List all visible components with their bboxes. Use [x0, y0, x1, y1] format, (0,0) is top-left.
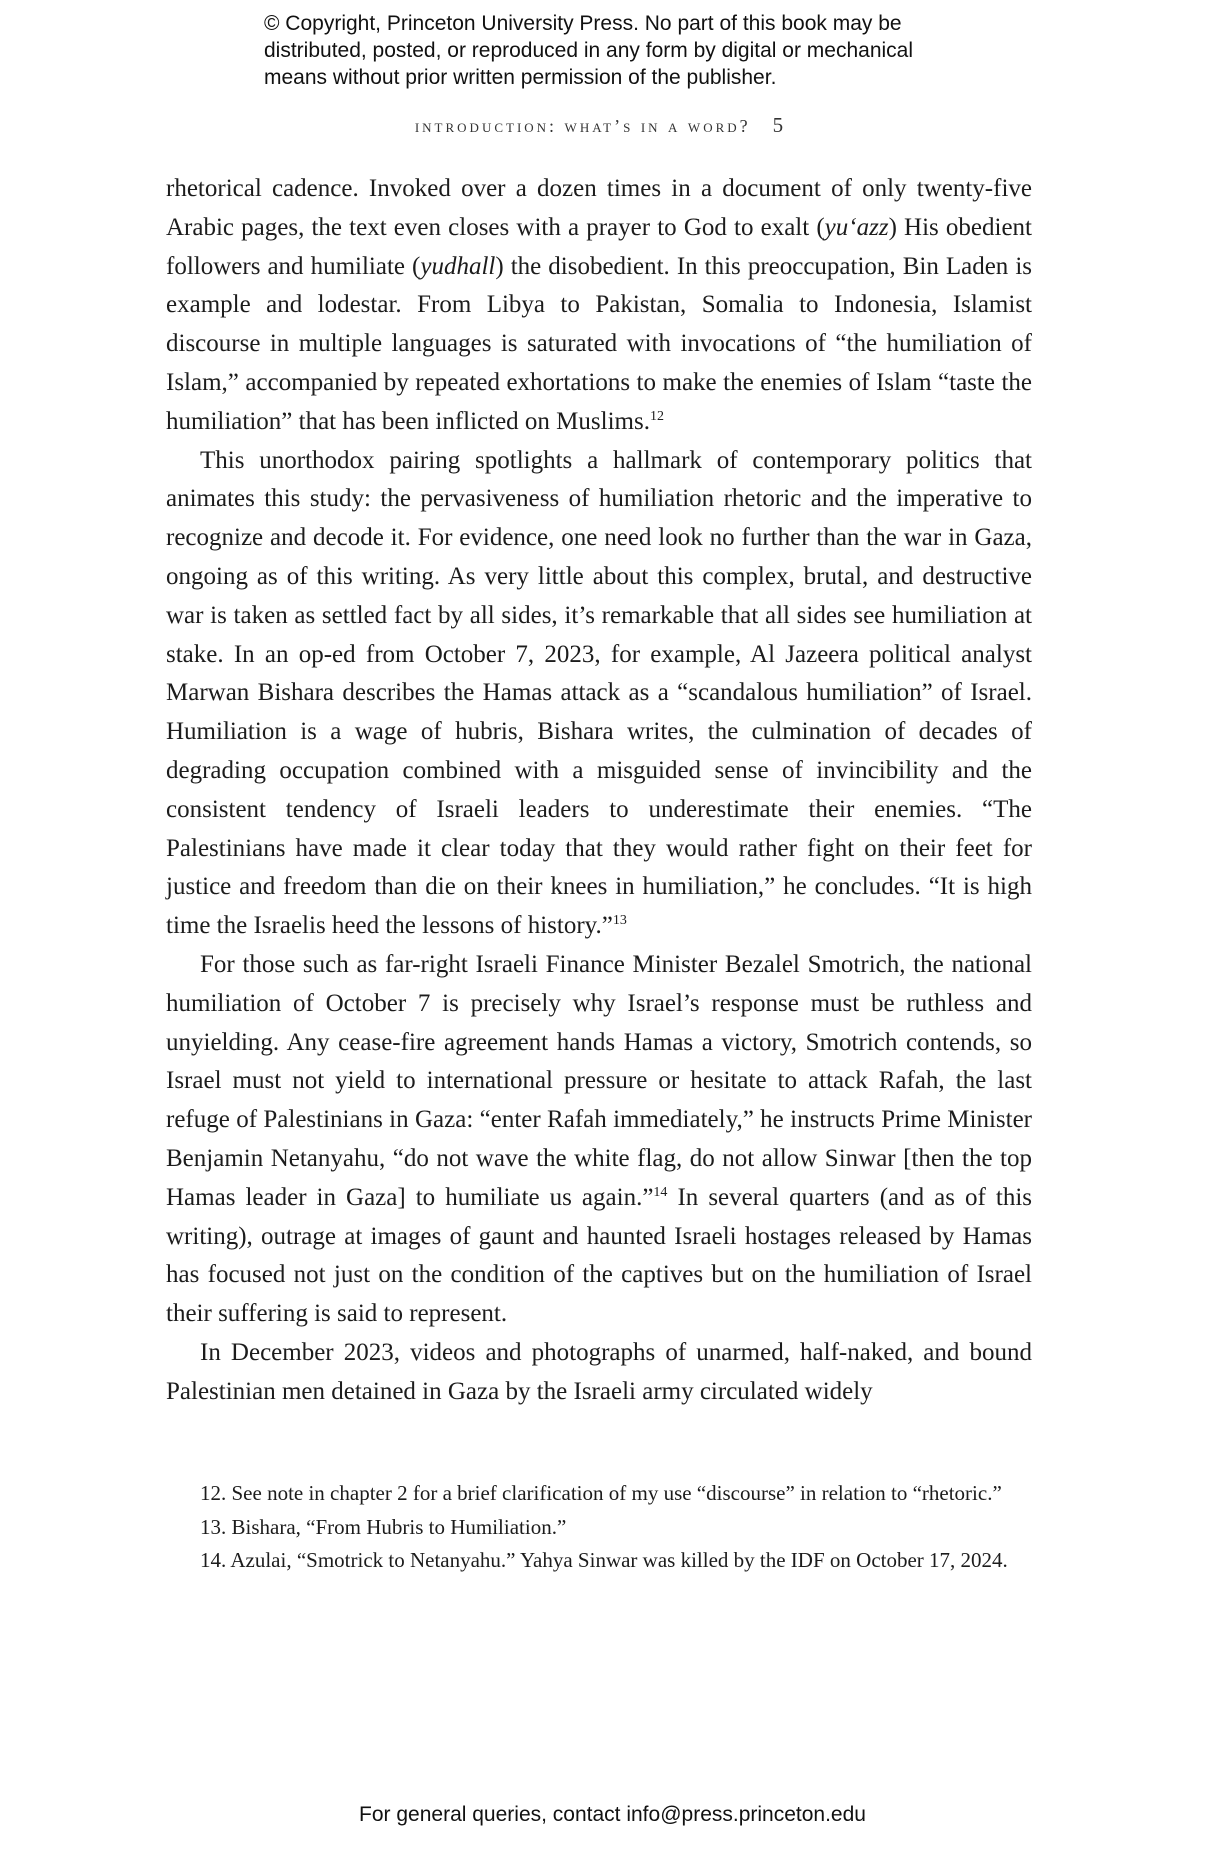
italic-term: yudhall: [420, 252, 496, 280]
copyright-line: means without prior written permission of the publisher.: [264, 66, 777, 89]
footer-contact: For general queries, contact info@press.princeton.edu: [359, 1803, 866, 1826]
text-run: In several quarters (and as of this writing), outrage at images of gaunt and haunted Israeli hostages released by Hamas has focused not just on the condition of the captives but on the humiliation of Israel their suffering is said to represent.: [166, 1183, 1032, 1328]
text-run: In December 2023, videos and photographs of unarmed, half-naked, and bound Palestinian men detained in Gaza by the Israeli army circulated widely: [166, 1338, 1032, 1405]
text-run: ) His obedient followers and humiliate (: [166, 213, 1032, 280]
text-run: ) the disobedient. In this preoccupation, Bin Laden is example and lodestar. From Libya to Pakistan, Somalia to Indonesia, Islamist discourse in multiple languages is saturated with invocations of “the humiliation of Islam,” accompanied by repeated exhortations to make the enemies of Islam “taste the humiliation” that has been inflicted on Muslims.: [166, 252, 1033, 435]
text-run: rhetorical cadence. Invoked over a dozen times in a document of only twenty-five Arabic pages, the text even closes with a prayer to God to exalt (: [166, 175, 1032, 241]
text-run: This unorthodox pairing spotlights a hallmark of contemporary politics that animates this study: the pervasiveness of humiliation rhetoric and the imperative to recognize and decode it. For evidence, one need look no further than the war in Gaza, ongoing as of this writing. As very little about this complex, brutal, and destructive war is taken as settled fact by all sides, it’s remarkable that all sides see humiliation at stake. In an op-ed from October 7, 2023, for example, Al Jazeera political analyst Marwan Bishara describes the Hamas attack as a “scandalous humiliation” of Israel. Humiliation is a wage of hubris, Bishara writes, the culmination of decades of degrading occupation combined with a misguided sense of invincibility and the consistent tendency of Israeli leaders to underestimate their enemies. “The Palestinians have made it clear today that they would rather fight on their feet for justice and freedom than die on their knees in humiliation,” he concludes. “It is high time the Israelis heed the lessons of history.”: [166, 446, 1032, 940]
copyright-notice: [264, 10, 1024, 91]
footnote: 13. Bishara, “From Hubris to Humiliation.”: [200, 1514, 567, 1539]
footnotes: [166, 1477, 1032, 1578]
chapter-title: introduction: what’s in a word?: [414, 116, 751, 136]
body-text: [166, 170, 1032, 1412]
footnote-ref[interactable]: 12: [649, 408, 664, 424]
paragraph: [166, 170, 1032, 442]
italic-term: yu‘azz: [824, 213, 889, 241]
footnote: 14. Azulai, “Smotrick to Netanyahu.” Yahya Sinwar was killed by the IDF on October 17, 2024.: [200, 1548, 1008, 1572]
paragraph: [166, 1334, 1032, 1412]
copyright-line: © Copyright, Princeton University Press. No part of this book may be: [264, 12, 902, 35]
page-number: 5: [772, 113, 784, 137]
text-run: For those such as far-right Israeli Finance Minister Bezalel Smotrich, the national humiliation of October 7 is precisely why Israel’s response must be ruthless and unyielding. Any cease-fire agreement hands Hamas a victory, Smotrich contends, so Israel must not yield to international pressure or hesitate to attack Rafah, the last refuge of Palestinians in Gaza: “enter Rafah immediately,” he instructs Prime Minister Benjamin Netanyahu, “do not wave the white flag, do not allow Sinwar [then the top Hamas leader in Gaza] to humiliate us again.”: [166, 950, 1032, 1211]
running-head: [164, 113, 1034, 138]
footnote-ref[interactable]: 13: [612, 913, 627, 929]
copyright-line: distributed, posted, or reproduced in any form by digital or mechanical: [264, 39, 914, 62]
footnote-ref[interactable]: 14: [653, 1184, 668, 1200]
paragraph: [166, 946, 1032, 1334]
paragraph: [166, 442, 1032, 946]
footnote: 12. See note in chapter 2 for a brief clarification of my use “discourse” in relation to “rhetoric.”: [200, 1481, 1002, 1505]
